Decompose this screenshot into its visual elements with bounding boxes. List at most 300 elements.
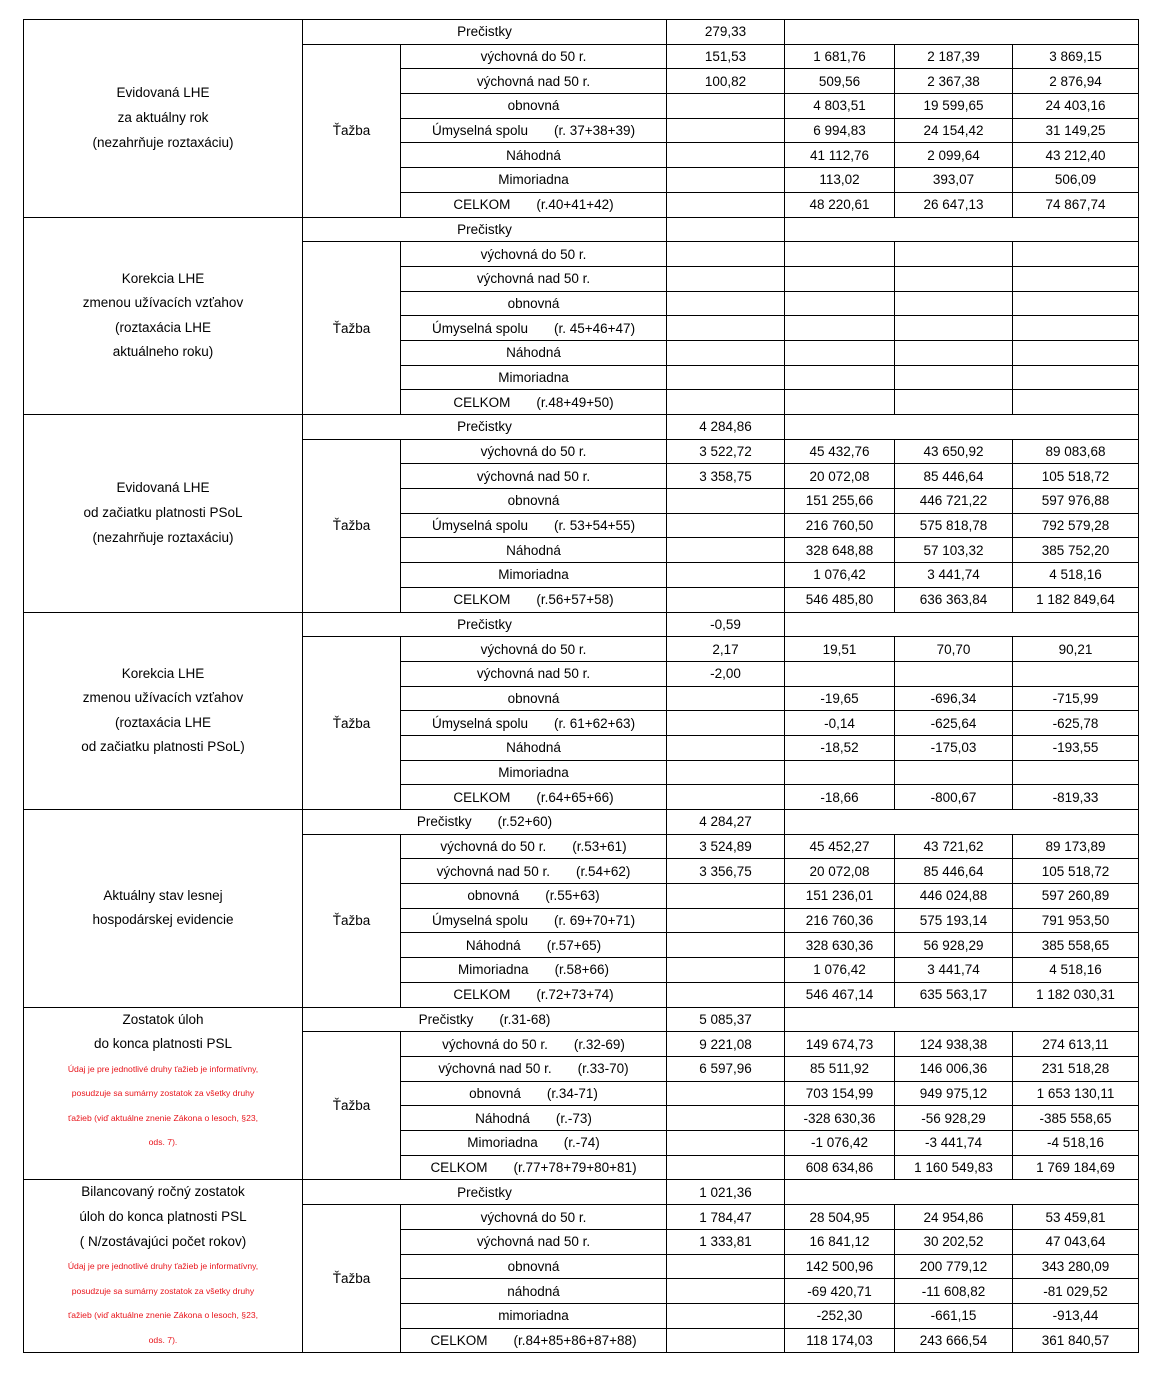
value-cell-v3: 1 160 549,83	[895, 1155, 1013, 1180]
cleaning-ref: (r.52+60)	[497, 814, 553, 830]
row-label: Mimoriadna	[458, 962, 529, 978]
value-cell-v2: -1 076,42	[785, 1130, 895, 1155]
value-cell-v1	[667, 785, 785, 810]
row-label-cell	[401, 1130, 667, 1155]
row-label: výchovná nad 50 r.	[476, 73, 591, 89]
value-cell-v4: 89 173,89	[1013, 834, 1139, 859]
cleaning-label-cell	[303, 20, 667, 45]
value-cell-v2: 19,51	[785, 637, 895, 662]
value-cell-v4: 791 953,50	[1013, 908, 1139, 933]
value-cell-v3: 19 599,65	[895, 94, 1013, 119]
value-cell-v1	[667, 340, 785, 365]
value-cell-v4: 1 182 849,64	[1013, 587, 1139, 612]
value-cell-v2: -69 420,71	[785, 1279, 895, 1304]
row-label: Mimoriadna	[467, 1135, 538, 1151]
row-label: výchovná nad 50 r.	[476, 271, 591, 287]
row-ref: (r. 37+38+39)	[554, 123, 636, 139]
cleaning-label-cell	[303, 1180, 667, 1205]
value-cell-v3: 146 006,36	[895, 1056, 1013, 1081]
value-cell-v1	[667, 390, 785, 415]
value-cell-v2: 41 112,76	[785, 143, 895, 168]
value-cell-v4: 385 558,65	[1013, 933, 1139, 958]
row-label: Úmyselná spolu	[431, 123, 528, 139]
value-cell-v1	[667, 118, 785, 143]
row-label: výchovná do 50 r.	[480, 444, 587, 460]
value-cell-v2: 216 760,50	[785, 513, 895, 538]
value-cell-v2: 328 648,88	[785, 538, 895, 563]
row-label-cell	[401, 587, 667, 612]
value-cell-v2: 4 803,51	[785, 94, 895, 119]
value-cell-v1	[667, 242, 785, 267]
value-cell-v2: 142 500,96	[785, 1254, 895, 1279]
value-cell-v4: 597 260,89	[1013, 884, 1139, 909]
row-label-cell	[401, 1279, 667, 1304]
section-title-line: Evidovaná LHE	[116, 85, 210, 101]
value-cell-v1: 3 358,75	[667, 464, 785, 489]
value-cell-v4: 4 518,16	[1013, 563, 1139, 588]
row-label: CELKOM	[453, 789, 511, 805]
section-title-line: Zostatok úloh	[122, 1011, 204, 1027]
cleaning-value: -0,59	[667, 612, 785, 637]
value-cell-v4: 385 752,20	[1013, 538, 1139, 563]
row-ref: (r.72+73+74)	[536, 987, 614, 1003]
value-cell-v2: 118 174,03	[785, 1328, 895, 1353]
row-label-cell	[401, 1205, 667, 1230]
value-cell-v3: -11 608,82	[895, 1279, 1013, 1304]
group-label: Ťažba	[303, 637, 401, 810]
row-ref: (r.33-70)	[577, 1061, 629, 1077]
section-title-line: od začiatku platnosti PSoL	[83, 504, 243, 520]
row-label: obnovná	[507, 295, 560, 311]
section-title-line: za aktuálny rok	[117, 109, 209, 125]
row-label: výchovná do 50 r.	[480, 1209, 587, 1225]
row-label-cell	[401, 365, 667, 390]
value-cell-v4: 31 149,25	[1013, 118, 1139, 143]
row-label-cell	[401, 168, 667, 193]
value-cell-v1	[667, 143, 785, 168]
value-cell-v4: 1 769 184,69	[1013, 1155, 1139, 1180]
value-cell-v3: 85 446,64	[895, 859, 1013, 884]
value-cell-v3	[895, 760, 1013, 785]
row-ref: (r. 61+62+63)	[554, 715, 636, 731]
value-cell-v2: 28 504,95	[785, 1205, 895, 1230]
value-cell-v3: -625,64	[895, 711, 1013, 736]
row-label: výchovná nad 50 r.	[476, 666, 591, 682]
value-cell-v1: 2,17	[667, 637, 785, 662]
value-cell-v3	[895, 291, 1013, 316]
cleaning-blank-cell	[785, 20, 1139, 45]
value-cell-v1: 1 333,81	[667, 1230, 785, 1255]
section-title-line: (nezahrňuje roztaxáciu)	[92, 529, 234, 545]
value-cell-v2: 1 076,42	[785, 563, 895, 588]
section-note-line: Údaj je pre jednotlivé druhy ťažieb je informatívny,	[67, 1261, 259, 1272]
row-label-cell	[401, 340, 667, 365]
row-label: Úmyselná spolu	[431, 518, 528, 534]
value-cell-v1: 9 221,08	[667, 1032, 785, 1057]
section-title-line: zmenou užívacích vzťahov	[82, 690, 244, 706]
row-label-cell	[401, 439, 667, 464]
cleaning-label: Prečistky	[457, 1184, 512, 1200]
row-label: Mimoriadna	[498, 567, 569, 583]
value-cell-v1	[667, 1106, 785, 1131]
cleaning-blank-cell	[785, 415, 1139, 440]
row-label-cell	[401, 711, 667, 736]
value-cell-v4: 74 867,74	[1013, 192, 1139, 217]
group-label: Ťažba	[303, 1032, 401, 1180]
value-cell-v3: 575 818,78	[895, 513, 1013, 538]
value-cell-v1	[667, 291, 785, 316]
value-cell-v4: 1 182 030,31	[1013, 982, 1139, 1007]
row-label: obnovná	[507, 493, 560, 509]
cleaning-blank-cell	[785, 217, 1139, 242]
value-cell-v4: 361 840,57	[1013, 1328, 1139, 1353]
cleaning-label: Prečistky	[457, 221, 512, 237]
value-cell-v4: -913,44	[1013, 1304, 1139, 1329]
row-label-cell	[401, 958, 667, 983]
row-label: výchovná nad 50 r.	[436, 863, 550, 879]
value-cell-v1	[667, 1130, 785, 1155]
value-cell-v1	[667, 760, 785, 785]
section-title-line: Bilancovaný ročný zostatok	[81, 1184, 245, 1200]
row-label-cell	[401, 908, 667, 933]
row-label-cell	[401, 661, 667, 686]
value-cell-v1	[667, 489, 785, 514]
value-cell-v3: 70,70	[895, 637, 1013, 662]
section-title-cell	[24, 1180, 303, 1353]
section-note-line: ťažieb (viď aktuálne znenie Zákona o lesoch, §23,	[67, 1310, 259, 1321]
cleaning-label-cell	[303, 612, 667, 637]
row-label: Úmyselná spolu	[431, 913, 528, 929]
row-label: výchovná nad 50 r.	[476, 1234, 591, 1250]
section-title-line: zmenou užívacích vzťahov	[82, 295, 244, 311]
row-label-cell	[401, 390, 667, 415]
value-cell-v4: 4 518,16	[1013, 958, 1139, 983]
value-cell-v1: 6 597,96	[667, 1056, 785, 1081]
value-cell-v3: 24 154,42	[895, 118, 1013, 143]
value-cell-v1	[667, 735, 785, 760]
value-cell-v1	[667, 563, 785, 588]
value-cell-v2: 546 485,80	[785, 587, 895, 612]
value-cell-v1	[667, 711, 785, 736]
value-cell-v4	[1013, 390, 1139, 415]
section-title-cell	[24, 612, 303, 810]
value-cell-v1	[667, 686, 785, 711]
value-cell-v3: 26 647,13	[895, 192, 1013, 217]
value-cell-v1: 100,82	[667, 69, 785, 94]
value-cell-v3: 200 779,12	[895, 1254, 1013, 1279]
forest-records-table	[23, 19, 1139, 1353]
row-label: Úmyselná spolu	[431, 320, 528, 336]
value-cell-v2: 328 630,36	[785, 933, 895, 958]
value-cell-v3: 635 563,17	[895, 982, 1013, 1007]
row-ref: (r.55+63)	[545, 888, 600, 904]
value-cell-v2: 546 467,14	[785, 982, 895, 1007]
row-label: CELKOM	[453, 197, 511, 213]
section-title-line: do konca platnosti PSL	[93, 1036, 233, 1052]
value-cell-v1	[667, 1328, 785, 1353]
value-cell-v2: 1 681,76	[785, 44, 895, 69]
value-cell-v1	[667, 1155, 785, 1180]
value-cell-v3: 575 193,14	[895, 908, 1013, 933]
value-cell-v3	[895, 266, 1013, 291]
value-cell-v2	[785, 390, 895, 415]
row-label-cell	[401, 94, 667, 119]
cleaning-value: 279,33	[667, 20, 785, 45]
value-cell-v4: 105 518,72	[1013, 464, 1139, 489]
section-title-line: Korekcia LHE	[121, 665, 205, 681]
value-cell-v4: 792 579,28	[1013, 513, 1139, 538]
value-cell-v4	[1013, 266, 1139, 291]
value-cell-v4: 231 518,28	[1013, 1056, 1139, 1081]
section-title-cell	[24, 810, 303, 1008]
value-cell-v1	[667, 266, 785, 291]
value-cell-v2	[785, 760, 895, 785]
value-cell-v2: 6 994,83	[785, 118, 895, 143]
row-ref: (r.64+65+66)	[536, 789, 614, 805]
value-cell-v4: 2 876,94	[1013, 69, 1139, 94]
row-label: CELKOM	[430, 1333, 488, 1349]
value-cell-v3: -175,03	[895, 735, 1013, 760]
value-cell-v3: 57 103,32	[895, 538, 1013, 563]
row-label: obnovná	[507, 690, 560, 706]
row-label: obnovná	[469, 1085, 521, 1101]
row-label-cell	[401, 118, 667, 143]
section-title-line: Aktuálny stav lesnej	[103, 887, 223, 903]
row-label-cell	[401, 982, 667, 1007]
row-label-cell	[401, 489, 667, 514]
row-label: obnovná	[467, 888, 520, 904]
row-label: výchovná do 50 r.	[480, 246, 587, 262]
row-label: výchovná do 50 r.	[442, 1036, 548, 1052]
value-cell-v2: -0,14	[785, 711, 895, 736]
value-cell-v4: 3 869,15	[1013, 44, 1139, 69]
table-row	[24, 1007, 1139, 1032]
row-label: výchovná nad 50 r.	[438, 1061, 552, 1077]
value-cell-v3: 43 650,92	[895, 439, 1013, 464]
value-cell-v3: 124 938,38	[895, 1032, 1013, 1057]
section-note-line: ods. 7).	[148, 1334, 178, 1345]
value-cell-v2: 48 220,61	[785, 192, 895, 217]
value-cell-v3	[895, 340, 1013, 365]
row-label: Náhodná	[465, 937, 521, 953]
value-cell-v4	[1013, 242, 1139, 267]
row-label-cell	[401, 316, 667, 341]
value-cell-v4: 343 280,09	[1013, 1254, 1139, 1279]
row-label-cell	[401, 143, 667, 168]
section-title-cell	[24, 1007, 303, 1180]
group-label: Ťažba	[303, 1205, 401, 1353]
row-label-cell	[401, 1155, 667, 1180]
value-cell-v3	[895, 242, 1013, 267]
row-label: Náhodná	[506, 542, 561, 558]
row-label-cell	[401, 266, 667, 291]
value-cell-v2: 20 072,08	[785, 859, 895, 884]
value-cell-v4: 53 459,81	[1013, 1205, 1139, 1230]
value-cell-v1: 3 356,75	[667, 859, 785, 884]
cleaning-blank-cell	[785, 1007, 1139, 1032]
section-title-line: úloh do konca platnosti PSL	[79, 1208, 247, 1224]
value-cell-v2: 20 072,08	[785, 464, 895, 489]
value-cell-v2: -18,66	[785, 785, 895, 810]
value-cell-v3: 949 975,12	[895, 1081, 1013, 1106]
value-cell-v3: 393,07	[895, 168, 1013, 193]
row-label: výchovná do 50 r.	[440, 839, 547, 855]
row-label-cell	[401, 1254, 667, 1279]
value-cell-v2: 151 236,01	[785, 884, 895, 909]
row-ref: (r.34-71)	[546, 1085, 598, 1101]
section-title-cell	[24, 217, 303, 415]
table-row	[24, 20, 1139, 45]
value-cell-v2: 45 432,76	[785, 439, 895, 464]
value-cell-v2: -18,52	[785, 735, 895, 760]
cleaning-value: 1 021,36	[667, 1180, 785, 1205]
value-cell-v2	[785, 661, 895, 686]
section-title-line: aktuálneho roku)	[112, 344, 214, 360]
value-cell-v3: 85 446,64	[895, 464, 1013, 489]
row-label-cell	[401, 735, 667, 760]
cleaning-label: Prečistky	[457, 616, 512, 632]
value-cell-v4: 89 083,68	[1013, 439, 1139, 464]
value-cell-v1	[667, 587, 785, 612]
value-cell-v3	[895, 316, 1013, 341]
cleaning-blank-cell	[785, 1180, 1139, 1205]
cleaning-label-cell	[303, 217, 667, 242]
row-label: CELKOM	[453, 987, 511, 1003]
value-cell-v1	[667, 884, 785, 909]
row-label-cell	[401, 1304, 667, 1329]
section-note-line: ods. 7).	[148, 1137, 178, 1148]
value-cell-v2	[785, 365, 895, 390]
value-cell-v1: 1 784,47	[667, 1205, 785, 1230]
section-note-line: ťažieb (viď aktuálne znenie Zákona o lesoch, §23,	[67, 1112, 259, 1123]
section-title-line: (nezahrňuje roztaxáciu)	[92, 134, 234, 150]
value-cell-v2: 1 076,42	[785, 958, 895, 983]
value-cell-v3: -56 928,29	[895, 1106, 1013, 1131]
table-body	[24, 20, 1139, 1353]
value-cell-v4: -4 518,16	[1013, 1130, 1139, 1155]
section-note-line: posudzuje sa sumárny zostatok za všetky druhy	[71, 1285, 255, 1296]
row-ref: (r.-74)	[563, 1135, 600, 1151]
value-cell-v4: 90,21	[1013, 637, 1139, 662]
section-note-line: posudzuje sa sumárny zostatok za všetky druhy	[71, 1088, 255, 1099]
row-label-cell	[401, 1032, 667, 1057]
value-cell-v3: 30 202,52	[895, 1230, 1013, 1255]
value-cell-v2	[785, 266, 895, 291]
table-row	[24, 612, 1139, 637]
value-cell-v4: 597 976,88	[1013, 489, 1139, 514]
section-title-line: Korekcia LHE	[121, 270, 205, 286]
table-row	[24, 810, 1139, 835]
value-cell-v3: 2 367,38	[895, 69, 1013, 94]
value-cell-v3	[895, 661, 1013, 686]
value-cell-v1: 151,53	[667, 44, 785, 69]
row-label-cell	[401, 464, 667, 489]
row-label: CELKOM	[430, 1159, 488, 1175]
row-label-cell	[401, 1230, 667, 1255]
value-cell-v1	[667, 958, 785, 983]
row-ref: (r. 69+70+71)	[554, 913, 636, 929]
row-label-cell	[401, 637, 667, 662]
value-cell-v4	[1013, 340, 1139, 365]
row-label-cell	[401, 686, 667, 711]
value-cell-v4	[1013, 316, 1139, 341]
value-cell-v1	[667, 365, 785, 390]
value-cell-v2: 216 760,36	[785, 908, 895, 933]
table-row	[24, 415, 1139, 440]
value-cell-v4: -715,99	[1013, 686, 1139, 711]
row-ref: (r. 53+54+55)	[554, 518, 636, 534]
value-cell-v1	[667, 94, 785, 119]
row-label-cell	[401, 513, 667, 538]
value-cell-v3: -661,15	[895, 1304, 1013, 1329]
row-label-cell	[401, 1056, 667, 1081]
value-cell-v4: 274 613,11	[1013, 1032, 1139, 1057]
row-ref: (r.53+61)	[572, 839, 627, 855]
value-cell-v2	[785, 316, 895, 341]
value-cell-v2: 509,56	[785, 69, 895, 94]
row-label-cell	[401, 563, 667, 588]
value-cell-v3: 243 666,54	[895, 1328, 1013, 1353]
value-cell-v3	[895, 365, 1013, 390]
value-cell-v2	[785, 242, 895, 267]
group-label: Ťažba	[303, 242, 401, 415]
value-cell-v4: 43 212,40	[1013, 143, 1139, 168]
value-cell-v4: -625,78	[1013, 711, 1139, 736]
value-cell-v1	[667, 316, 785, 341]
row-label: Úmyselná spolu	[431, 715, 528, 731]
value-cell-v2	[785, 340, 895, 365]
section-title-line: (roztaxácia LHE	[114, 714, 212, 730]
row-label-cell	[401, 69, 667, 94]
section-title-cell	[24, 20, 303, 218]
value-cell-v3: 446 024,88	[895, 884, 1013, 909]
value-cell-v3: 636 363,84	[895, 587, 1013, 612]
value-cell-v2: 16 841,12	[785, 1230, 895, 1255]
forest-records-sheet	[23, 19, 1138, 1353]
row-ref: (r.32-69)	[573, 1036, 625, 1052]
row-label-cell	[401, 192, 667, 217]
group-label: Ťažba	[303, 834, 401, 1007]
value-cell-v4: -385 558,65	[1013, 1106, 1139, 1131]
cleaning-label: Prečistky	[457, 419, 512, 435]
value-cell-v3: 446 721,22	[895, 489, 1013, 514]
value-cell-v4: 1 653 130,11	[1013, 1081, 1139, 1106]
row-label: náhodná	[507, 1283, 560, 1299]
cleaning-label-cell	[303, 810, 667, 835]
row-ref: (r. 45+46+47)	[554, 320, 636, 336]
value-cell-v4	[1013, 661, 1139, 686]
value-cell-v1	[667, 513, 785, 538]
row-label: výchovná nad 50 r.	[476, 468, 591, 484]
cleaning-label: Prečistky	[416, 814, 472, 830]
value-cell-v1: 3 524,89	[667, 834, 785, 859]
value-cell-v4: 506,09	[1013, 168, 1139, 193]
row-label: Mimoriadna	[498, 172, 569, 188]
row-label: Náhodná	[475, 1110, 530, 1126]
row-label-cell	[401, 760, 667, 785]
row-label-cell	[401, 859, 667, 884]
row-label: Mimoriadna	[498, 764, 569, 780]
value-cell-v2: 85 511,92	[785, 1056, 895, 1081]
row-ref: (r.-73)	[555, 1110, 592, 1126]
cleaning-label: Prečistky	[418, 1011, 474, 1027]
value-cell-v1	[667, 982, 785, 1007]
section-title-line: Evidovaná LHE	[116, 480, 210, 496]
row-label-cell	[401, 834, 667, 859]
value-cell-v4: -81 029,52	[1013, 1279, 1139, 1304]
value-cell-v2: 113,02	[785, 168, 895, 193]
cleaning-label: Prečistky	[457, 24, 512, 40]
